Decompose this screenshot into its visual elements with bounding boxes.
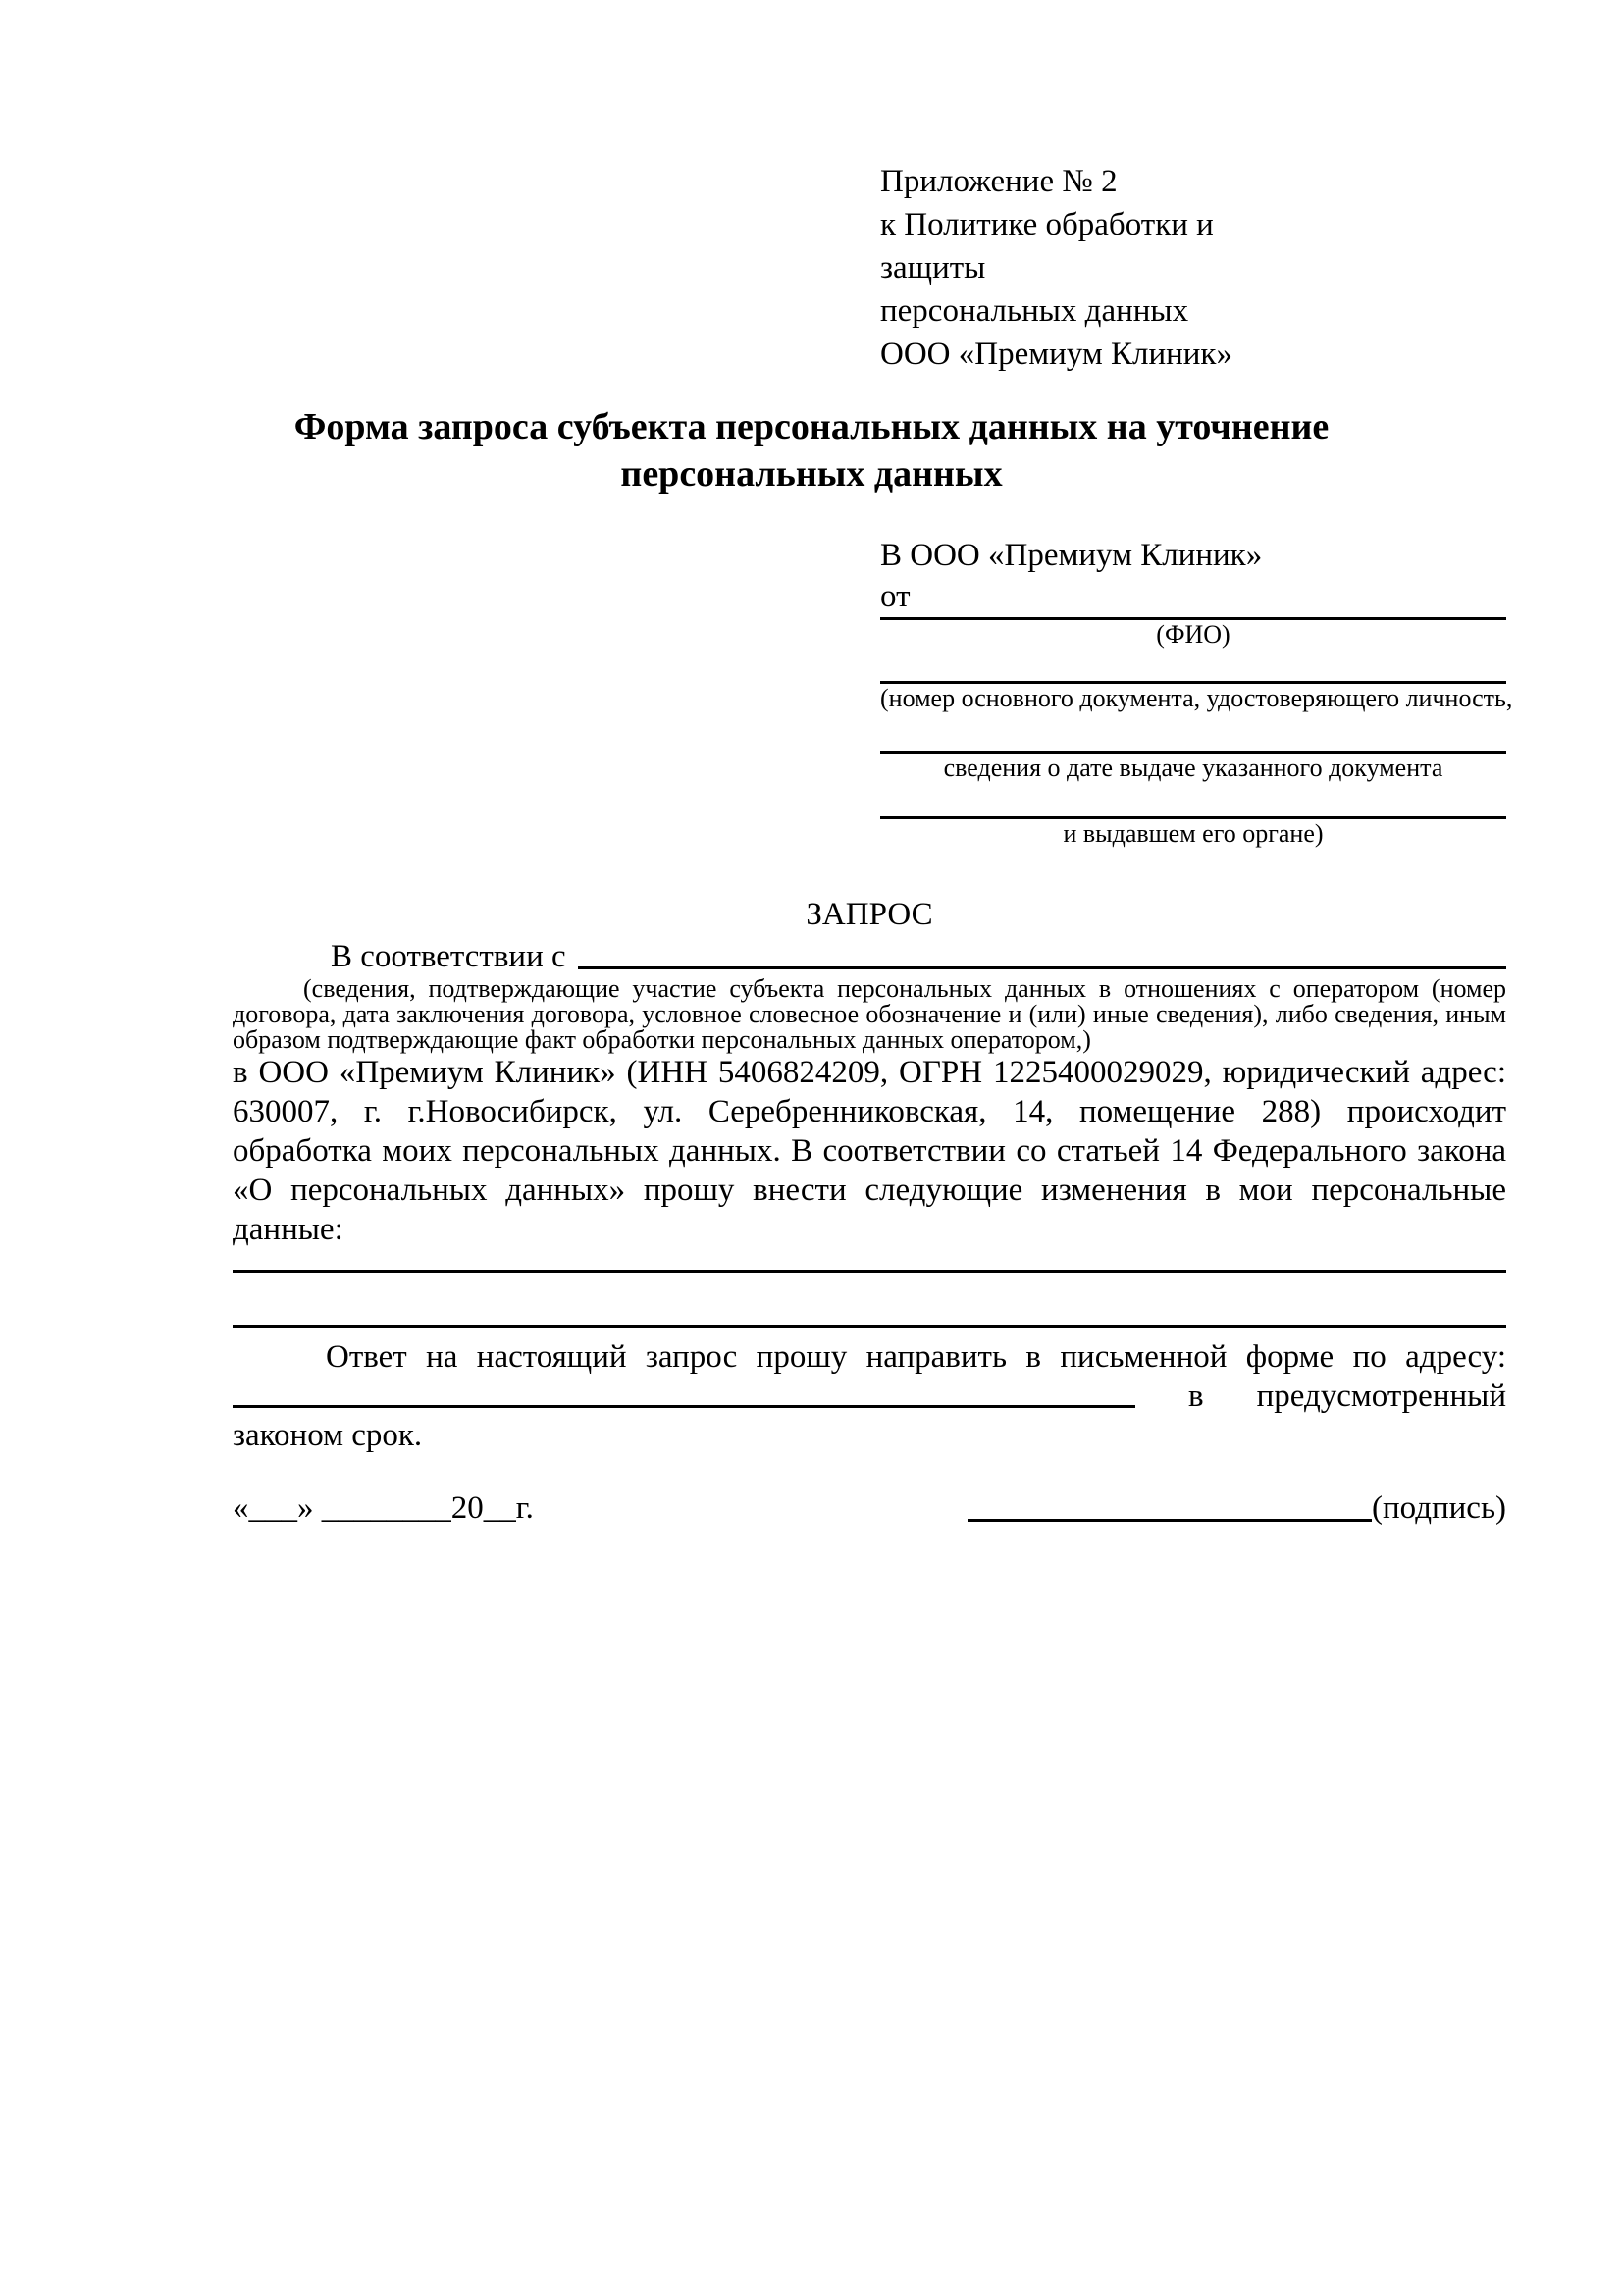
- appendix-line: ООО «Премиум Клиник»: [880, 337, 1232, 372]
- addressee-to: В ООО «Премиум Клиник»: [880, 538, 1263, 573]
- changes-blank-line-2: [233, 1325, 1506, 1328]
- footer-row: [233, 1488, 1506, 1528]
- fio-caption: (ФИО): [1156, 620, 1230, 649]
- addressee-block: [880, 535, 1513, 849]
- title-wrap: [0, 403, 1623, 497]
- reply-line: Ответ на настоящий запрос прошу направить в письменной форме по адресу:: [326, 1339, 1506, 1375]
- basis-row: [233, 937, 1506, 976]
- basis-prefix: В соответствии с: [331, 939, 566, 974]
- reply-tail: законом срок.: [233, 1418, 423, 1453]
- request-heading: ЗАПРОС: [806, 897, 933, 932]
- signature-caption: (подпись): [1372, 1490, 1506, 1526]
- addressee-from-label: от: [880, 579, 911, 614]
- reply-word-b: предусмотренный: [1256, 1379, 1506, 1414]
- signature-blank-line: [968, 1519, 1372, 1522]
- request-body: в ООО «Премиум Клиник» (ИНН 5406824209, ОГРН 1225400029029, юридический адрес: 630007, г. г.Новосибирск, ул. Серебренниковская, 14, помещение 288) происходит обработка моих персональных данных. В соответствии со статьей 14 Федерального закона «О персональных данных» прошу внести следующие изменения в мои персональные данные:: [233, 1055, 1506, 1247]
- address-blank-line: [233, 1405, 1135, 1408]
- date-blank: «___» ________20__г.: [233, 1490, 534, 1526]
- issuing-authority-caption: и выдавшем его органе): [1063, 819, 1324, 848]
- appendix-line: к Политике обработки и защиты: [880, 207, 1214, 286]
- appendix-line: Приложение № 2: [880, 164, 1118, 199]
- reply-word-a: в: [1188, 1379, 1204, 1414]
- changes-blank-line-1: [233, 1270, 1506, 1273]
- basis-footnote: (сведения, подтверждающие участие субъекта персональных данных в отношениях с оператором (номер договора, дата заключения договора, условное словесное обозначение и (или) иные сведения), либо сведения, иным образом подтверждающие факт обработки персональных данных оператором,): [233, 974, 1506, 1054]
- reply-address-row: [233, 1377, 1506, 1416]
- document-number-caption: (номер основного документа, удостоверяющего личность,: [880, 684, 1513, 712]
- appendix-block: [880, 160, 1312, 376]
- appendix-line: персональных данных: [880, 293, 1189, 329]
- basis-blank-line: [578, 966, 1506, 969]
- document-title: Форма запроса субъекта персональных данных на уточнение персональных данных: [293, 406, 1330, 495]
- page-content: [0, 160, 1623, 1528]
- issue-date-caption: сведения о дате выдаче указанного документа: [943, 754, 1443, 782]
- signature-group: [968, 1488, 1506, 1528]
